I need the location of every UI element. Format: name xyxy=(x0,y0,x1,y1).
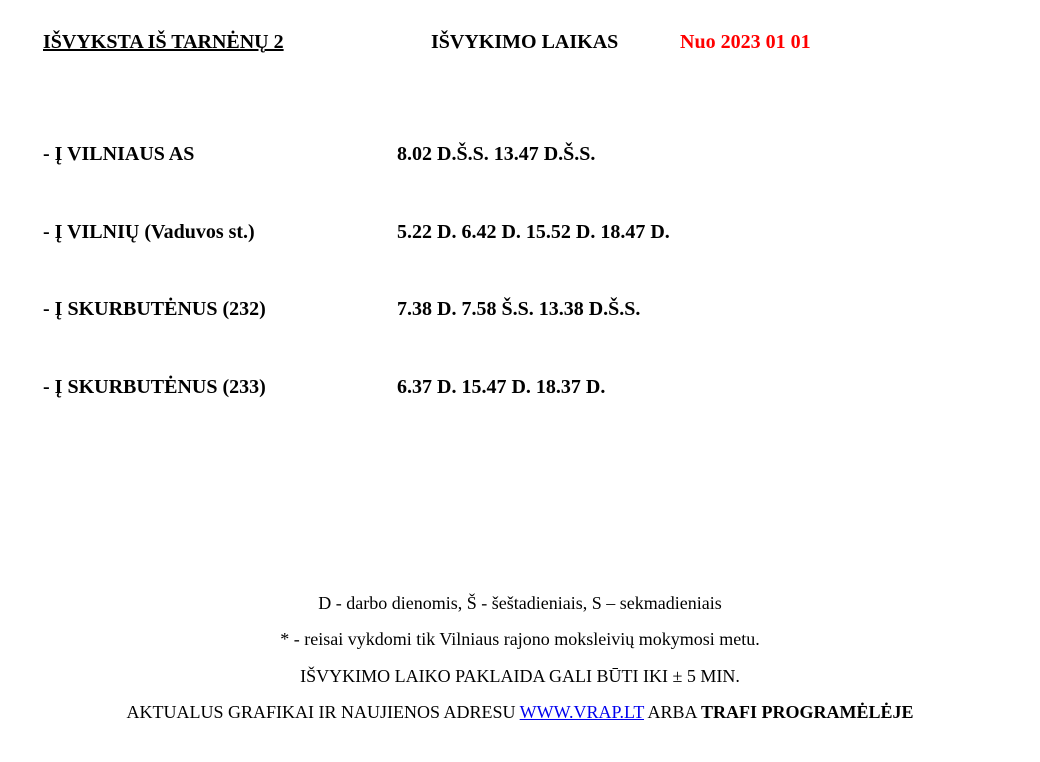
route-times: 7.38 D. 7.58 Š.S. 13.38 D.Š.S. xyxy=(397,298,641,320)
asterisk-note: * - reisai vykdomi tik Vilniaus rajono moksleivių mokymosi metu. xyxy=(280,629,760,649)
info-app-name: TRAFI PROGRAMĖLĖJE xyxy=(701,702,914,722)
website-link[interactable]: WWW.VRAP.LT xyxy=(519,702,644,722)
legend-note: D - darbo dienomis, Š - šeštadieniais, S – sekmadieniais xyxy=(318,593,722,613)
route-times: 6.37 D. 15.47 D. 18.37 D. xyxy=(397,376,606,398)
route-destination: - Į VILNIAUS AS xyxy=(43,143,195,165)
header-departure: IŠVYKSTA IŠ TARNĖNŲ 2 xyxy=(43,31,284,53)
info-middle: ARBA xyxy=(644,702,702,722)
route-destination: - Į SKURBUTĖNUS (232) xyxy=(43,298,266,320)
route-times: 8.02 D.Š.S. 13.47 D.Š.S. xyxy=(397,143,596,165)
info-prefix: AKTUALUS GRAFIKAI IR NAUJIENOS ADRESU xyxy=(126,702,520,722)
route-destination: - Į SKURBUTĖNUS (233) xyxy=(43,376,266,398)
route-times: 5.22 D. 6.42 D. 15.52 D. 18.47 D. xyxy=(397,221,670,243)
header-valid-from: Nuo 2023 01 01 xyxy=(680,31,811,53)
tolerance-note: IŠVYKIMO LAIKO PAKLAIDA GALI BŪTI IKI ± 5 MIN. xyxy=(300,666,740,686)
route-destination: - Į VILNIŲ (Vaduvos st.) xyxy=(43,221,255,243)
header-time-label: IŠVYKIMO LAIKAS xyxy=(431,31,619,53)
info-note xyxy=(0,702,1040,723)
